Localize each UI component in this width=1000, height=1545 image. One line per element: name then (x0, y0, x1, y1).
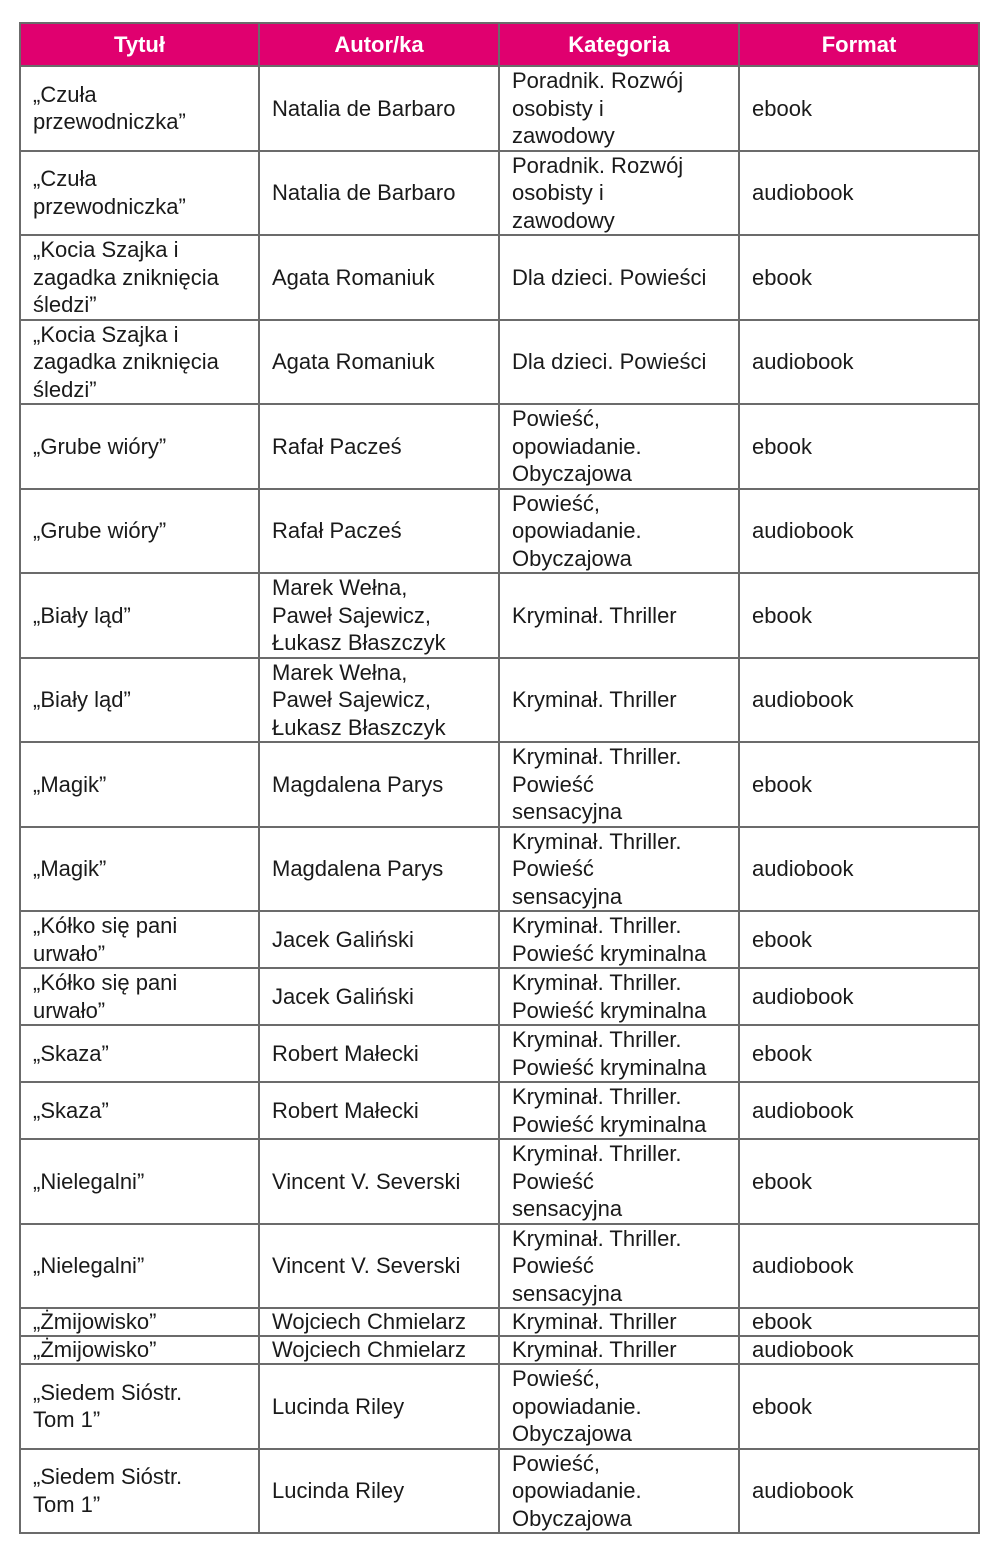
cell-author: Marek Wełna, Paweł Sajewicz, Łukasz Błaszczyk (259, 658, 499, 743)
cell-author: Marek Wełna, Paweł Sajewicz, Łukasz Błaszczyk (259, 573, 499, 658)
cell-category: Kryminał. Thriller. Powieść kryminalna (499, 968, 739, 1025)
cell-category: Powieść, opowiadanie. Obyczajowa (499, 1364, 739, 1449)
table-row (20, 742, 979, 827)
cell-category: Kryminał. Thriller (499, 1336, 739, 1364)
table-row (20, 235, 979, 320)
cell-author: Rafał Pacześ (259, 404, 499, 489)
cell-title: „Siedem Sióstr. Tom 1” (20, 1449, 259, 1534)
cell-title: „Biały ląd” (20, 658, 259, 743)
cell-category: Poradnik. Rozwój osobisty i zawodowy (499, 66, 739, 151)
table-row (20, 1364, 979, 1449)
cell-title: „Magik” (20, 742, 259, 827)
cell-author: Robert Małecki (259, 1082, 499, 1139)
cell-author: Jacek Galiński (259, 911, 499, 968)
table-header-row (20, 23, 979, 66)
cell-author: Robert Małecki (259, 1025, 499, 1082)
table-row (20, 911, 979, 968)
header-format: Format (739, 23, 979, 66)
cell-author: Lucinda Riley (259, 1364, 499, 1449)
cell-format: ebook (739, 1308, 979, 1336)
cell-category: Dla dzieci. Powieści (499, 320, 739, 405)
cell-category: Kryminał. Thriller. Powieść kryminalna (499, 911, 739, 968)
table-row (20, 1139, 979, 1224)
cell-title: „Biały ląd” (20, 573, 259, 658)
cell-format: ebook (739, 1025, 979, 1082)
header-title: Tytuł (20, 23, 259, 66)
cell-author: Rafał Pacześ (259, 489, 499, 574)
cell-format: audiobook (739, 968, 979, 1025)
cell-category: Kryminał. Thriller. Powieść sensacyjna (499, 1139, 739, 1224)
cell-title: „Skaza” (20, 1082, 259, 1139)
table-row (20, 968, 979, 1025)
cell-format: audiobook (739, 658, 979, 743)
table-row (20, 404, 979, 489)
table-row (20, 489, 979, 574)
cell-title: „Magik” (20, 827, 259, 912)
cell-title: „Skaza” (20, 1025, 259, 1082)
cell-format: ebook (739, 742, 979, 827)
cell-category: Kryminał. Thriller. Powieść sensacyjna (499, 1224, 739, 1309)
books-table (19, 22, 980, 1534)
cell-format: audiobook (739, 1449, 979, 1534)
table-row (20, 1308, 979, 1336)
table-row (20, 320, 979, 405)
cell-author: Natalia de Barbaro (259, 151, 499, 236)
cell-category: Kryminał. Thriller. Powieść sensacyjna (499, 827, 739, 912)
table-row (20, 1336, 979, 1364)
table-row (20, 1082, 979, 1139)
cell-format: audiobook (739, 827, 979, 912)
cell-category: Poradnik. Rozwój osobisty i zawodowy (499, 151, 739, 236)
cell-category: Kryminał. Thriller. Powieść kryminalna (499, 1025, 739, 1082)
table-row (20, 151, 979, 236)
table-row (20, 573, 979, 658)
cell-title: „Nielegalni” (20, 1224, 259, 1309)
cell-author: Natalia de Barbaro (259, 66, 499, 151)
cell-category: Powieść, opowiadanie. Obyczajowa (499, 489, 739, 574)
cell-category: Dla dzieci. Powieści (499, 235, 739, 320)
cell-author: Lucinda Riley (259, 1449, 499, 1534)
cell-format: ebook (739, 573, 979, 658)
cell-category: Kryminał. Thriller (499, 658, 739, 743)
cell-title: „Siedem Sióstr. Tom 1” (20, 1364, 259, 1449)
cell-format: ebook (739, 66, 979, 151)
cell-format: ebook (739, 235, 979, 320)
table-row (20, 66, 979, 151)
cell-title: „Czuła przewodniczka” (20, 151, 259, 236)
cell-author: Wojciech Chmielarz (259, 1336, 499, 1364)
cell-title: „Nielegalni” (20, 1139, 259, 1224)
cell-format: audiobook (739, 489, 979, 574)
cell-format: ebook (739, 1364, 979, 1449)
cell-title: „Kocia Szajka i zagadka zniknięcia śledzi” (20, 235, 259, 320)
header-author: Autor/ka (259, 23, 499, 66)
cell-category: Powieść, opowiadanie. Obyczajowa (499, 404, 739, 489)
cell-format: audiobook (739, 1336, 979, 1364)
cell-format: audiobook (739, 320, 979, 405)
cell-author: Vincent V. Severski (259, 1139, 499, 1224)
cell-title: „Grube wióry” (20, 404, 259, 489)
cell-title: „Żmijowisko” (20, 1308, 259, 1336)
cell-category: Kryminał. Thriller. Powieść sensacyjna (499, 742, 739, 827)
cell-title: „Kółko się pani urwało” (20, 968, 259, 1025)
table-row (20, 1449, 979, 1534)
cell-format: ebook (739, 911, 979, 968)
cell-title: „Czuła przewodniczka” (20, 66, 259, 151)
table-row (20, 827, 979, 912)
cell-category: Kryminał. Thriller (499, 1308, 739, 1336)
cell-author: Agata Romaniuk (259, 320, 499, 405)
cell-format: audiobook (739, 1082, 979, 1139)
cell-title: „Kocia Szajka i zagadka zniknięcia śledzi” (20, 320, 259, 405)
cell-category: Powieść, opowiadanie. Obyczajowa (499, 1449, 739, 1534)
cell-title: „Grube wióry” (20, 489, 259, 574)
header-category: Kategoria (499, 23, 739, 66)
cell-format: audiobook (739, 1224, 979, 1309)
cell-author: Agata Romaniuk (259, 235, 499, 320)
cell-format: audiobook (739, 151, 979, 236)
table-row (20, 658, 979, 743)
cell-format: ebook (739, 404, 979, 489)
cell-author: Jacek Galiński (259, 968, 499, 1025)
cell-author: Wojciech Chmielarz (259, 1308, 499, 1336)
cell-category: Kryminał. Thriller. Powieść kryminalna (499, 1082, 739, 1139)
cell-category: Kryminał. Thriller (499, 573, 739, 658)
table-row (20, 1025, 979, 1082)
cell-title: „Żmijowisko” (20, 1336, 259, 1364)
table-row (20, 1224, 979, 1309)
cell-author: Vincent V. Severski (259, 1224, 499, 1309)
cell-author: Magdalena Parys (259, 827, 499, 912)
cell-author: Magdalena Parys (259, 742, 499, 827)
cell-title: „Kółko się pani urwało” (20, 911, 259, 968)
cell-format: ebook (739, 1139, 979, 1224)
